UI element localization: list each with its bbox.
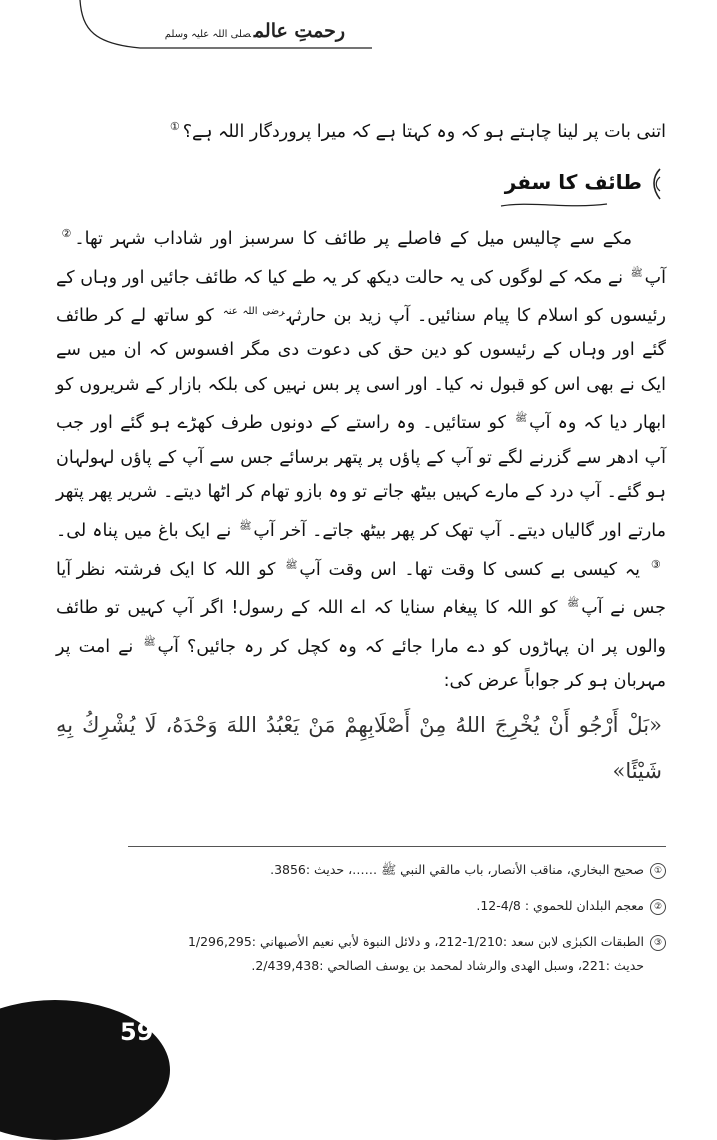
hadith-quote: «بَلْ أَرْجُو أَنْ يُخْرِجَ اللهُ مِنْ أَصْلَابِهِمْ مَنْ يَعْبُدُ اللهَ وَحْدَهُ، لَا يُشْرِكُ بِهِ شَيْئًا»	[56, 713, 662, 784]
footnote-text: صحيح البخاري، مناقب الأنصار، باب مالقي النبي ﷺ ……، حديث :3856.	[270, 862, 644, 877]
honorific: ﷺ	[515, 413, 528, 425]
para-segment: نے	[216, 520, 238, 541]
para-segment: نے	[607, 267, 629, 288]
section-title-text: طائف کا سفر	[504, 170, 642, 195]
heading-ornament-icon	[648, 167, 666, 201]
footnote-mark-3: ③	[650, 557, 663, 571]
footnote-number: ②	[650, 899, 666, 915]
para-segment: مکے سے چالیس میل کے فاصلے پر طائف کا سرسبز اور شاداب شہر تھا۔	[74, 229, 632, 250]
section-heading	[56, 159, 666, 209]
footnotes	[70, 858, 666, 990]
para-segment: یہ کیسی بے کسی کا وقت تھا۔ اس وقت آپ	[299, 559, 648, 580]
honorific: ﷺ	[239, 520, 252, 532]
para-segment: کھڑے ہو گئے اور جب آپ ادھر سے گزرنے لگے تو آپ کے پاؤں پر پتھر برسائے جس	[56, 413, 666, 468]
main-text	[56, 110, 666, 794]
footnote-item	[70, 930, 666, 954]
para-segment: پیام سنائیں۔ آپ زید بن حارثہ	[286, 305, 510, 326]
footnote-text: معجم البلدان للحموي : 4/8-12.	[476, 898, 644, 913]
para-segment: نے امت پر	[56, 636, 142, 657]
title-underline-flourish	[499, 200, 609, 210]
intro-line-text: اتنی بات پر لینا چاہتے ہو کہ وہ کہتا ہے کہ میرا پروردگار اللہ ہے؟	[182, 121, 666, 142]
para-segment: مکہ کے لوگوں کی یہ حالت دیکھ کر یہ طے کیا کہ طائف جائیں اور وہاں کے رئیسوں کو اسلام کا	[56, 267, 666, 326]
para-segment: آپ	[644, 267, 666, 288]
page-number: 59	[120, 1018, 154, 1046]
footnote-number: ①	[650, 863, 666, 879]
footnote-number: ③	[650, 935, 666, 951]
footnote-text: حديث :221، وسبل الهدى والرشاد لمحمد بن يوسف الصالحي :2/439,438.	[251, 958, 644, 973]
running-title-honorific: صلی اللہ علیہ وسلم	[164, 29, 251, 40]
footnote-item	[70, 858, 666, 882]
honorific: رضی اللہ عنہ	[222, 305, 285, 317]
footnote-item	[70, 894, 666, 918]
honorific: ﷺ	[630, 267, 643, 279]
para-segment: دیتے۔ شریر پھر پتھر مارتے اور گالیاں دیتے۔ آپ تھک کر پھر بیٹھ جاتے۔ آخر آپ	[56, 482, 666, 541]
honorific: ﷺ	[567, 598, 580, 610]
para-segment: کو ساتھ لے کر طائف گئے اور وہاں کے رئیسوں کو دین	[56, 305, 666, 361]
page-header	[0, 0, 717, 90]
para-segment: کو اللہ کا پیغام سنایا کہ اے اللہ کے رسول! اگر آپ کہیں تو طائف	[56, 598, 566, 619]
honorific: ﷺ	[143, 636, 156, 648]
footnote-mark-1: ①	[169, 120, 180, 133]
header-frame-line	[0, 0, 717, 90]
para-segment: کو اللہ کا ایک فرشتہ	[113, 559, 284, 580]
para-segment: ایک باغ میں پناہ لی۔	[56, 520, 211, 541]
para-segment: کی بلکہ بازار کے شریروں کو ابھار دیا کہ وہ آپ	[56, 374, 666, 434]
honorific: ﷺ	[285, 559, 298, 571]
running-title-text: رحمتِ عالم	[253, 20, 345, 42]
main-paragraph	[56, 217, 666, 698]
running-title	[165, 20, 345, 42]
intro-line	[56, 110, 666, 149]
footnote-mark-2: ②	[59, 227, 72, 241]
section-title	[505, 165, 642, 204]
para-segment: والوں پر ان پہاڑوں کو دے مارا جائے کہ وہ کچل کر رہ جائیں؟ آپ	[157, 636, 666, 657]
footnote-continuation	[70, 954, 666, 978]
para-segment: حق کی دعوت دی مگر افسوس کہ ان میں سے ایک نے بھی اس کو قبول نہ کیا۔ اور اسی پر بس نہیں	[56, 340, 666, 395]
para-segment: سے آپ کے پاؤں لہولہان ہو گئے۔ آپ درد کے مارے کہیں بیٹھ جاتے تو وہ بازو تھام کر اٹھا	[56, 447, 666, 503]
footnote-text: الطبقات الكبرٰى لابن سعد :1/210-212، و دلائل النبوة لأبي نعيم الأصبهاني :1/296,295	[187, 934, 644, 949]
para-segment: مہربان ہو کر جواباً عرض کی:	[443, 670, 666, 691]
para-segment: نظر آیا جس نے آپ	[56, 559, 666, 619]
para-segment: کو ستائیں۔ وہ راستے کے دونوں طرف	[221, 413, 514, 434]
footnote-divider	[128, 846, 666, 847]
